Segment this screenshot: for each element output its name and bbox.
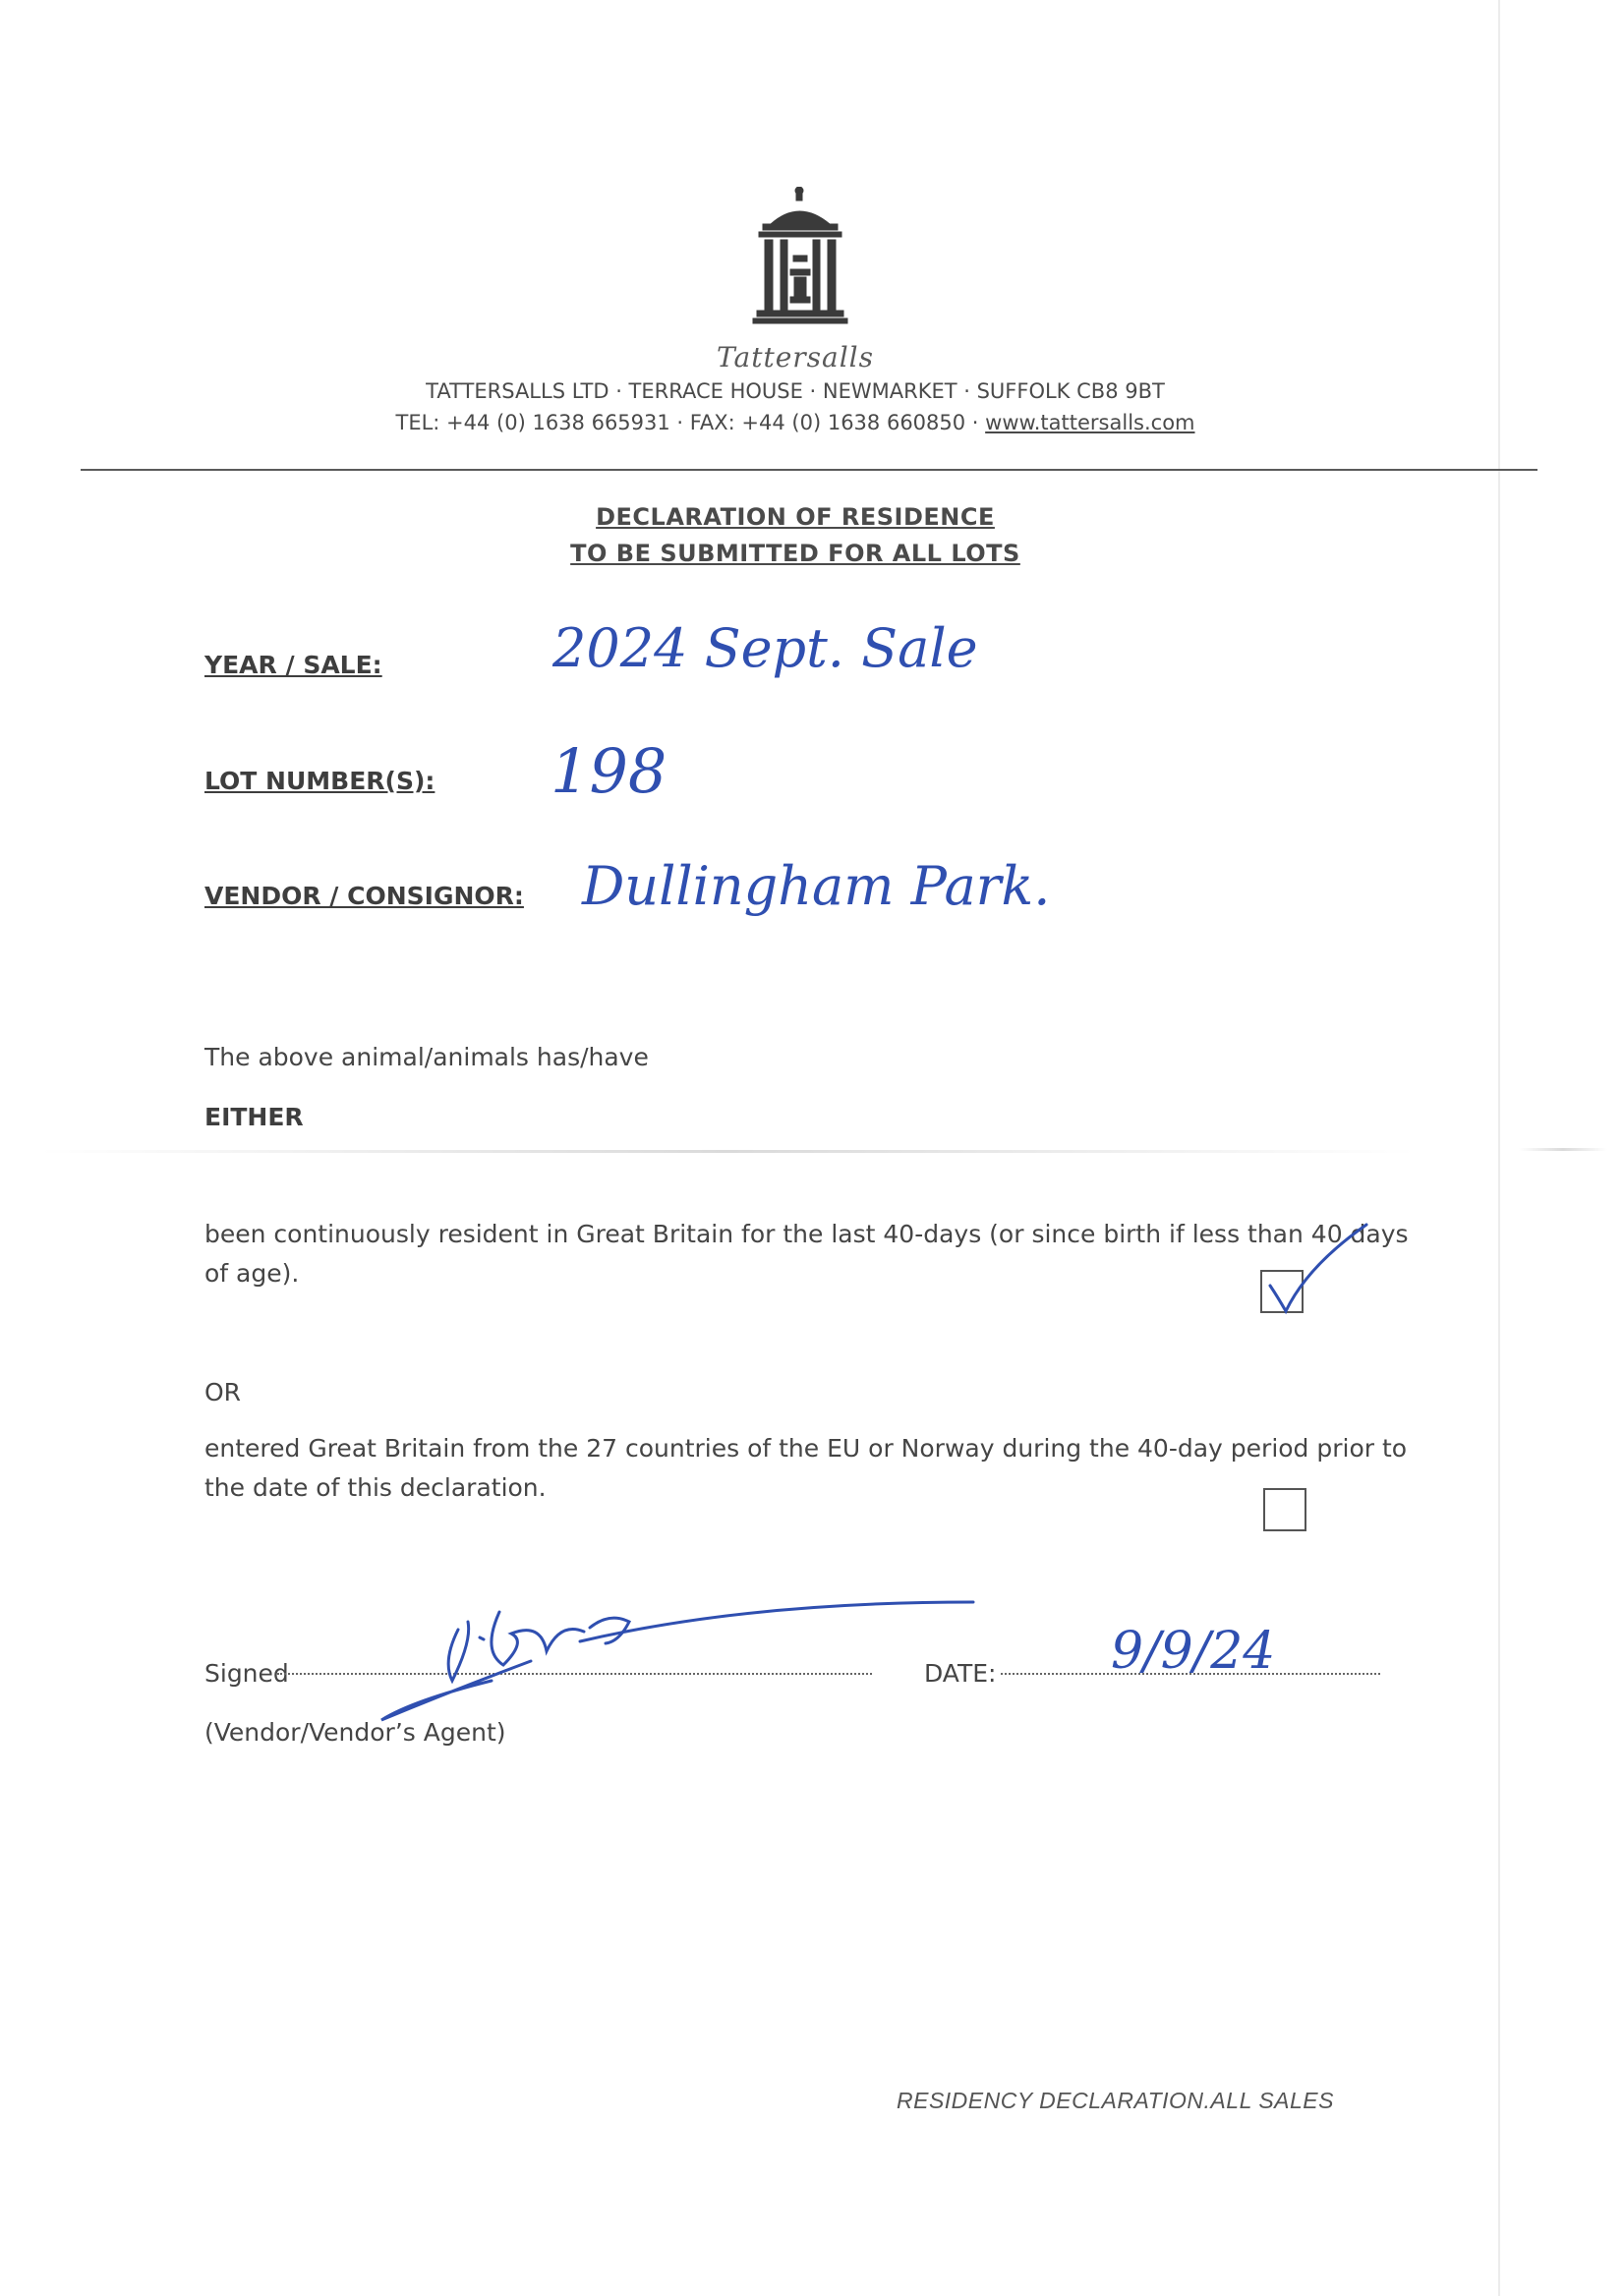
signed-label: Signed (204, 1659, 289, 1688)
form-reference: RESIDENCY DECLARATION.ALL SALES (897, 2088, 1334, 2113)
company-address: TATTERSALLS LTD · TERRACE HOUSE · NEWMARKET · SUFFOLK CB8 9BT (426, 379, 1165, 403)
option2-checkbox[interactable] (1263, 1488, 1306, 1531)
option1-text: been continuously resident in Great Britain for the last 40-days (or since birth if less than 40 days of age). (204, 1220, 1409, 1288)
vendor-label: VENDOR / CONSIGNOR: (204, 882, 524, 910)
tattersalls-logo-icon (731, 187, 869, 334)
lot-number-field[interactable]: 198 (551, 735, 667, 807)
date-label: DATE: (924, 1659, 997, 1688)
lot-number-label: LOT NUMBER(S): (204, 767, 435, 795)
signer-role: (Vendor/Vendor’s Agent) (204, 1718, 506, 1747)
header-divider (81, 469, 1537, 471)
form-title: DECLARATION OF RESIDENCE (596, 503, 995, 531)
form-subtitle: TO BE SUBMITTED FOR ALL LOTS (570, 540, 1020, 567)
vendor-field[interactable]: Dullingham Park. (582, 855, 1051, 917)
year-sale-label: YEAR / SALE: (204, 651, 382, 679)
or-label: OR (204, 1378, 242, 1406)
company-contact (0, 411, 1591, 434)
scan-artifact (1519, 1148, 1607, 1151)
website-link[interactable]: www.tattersalls.com (985, 411, 1195, 434)
date-field[interactable]: 9/9/24 (1111, 1622, 1276, 1681)
scan-artifact (39, 1150, 1416, 1153)
option2-text: entered Great Britain from the 27 countries of the EU or Norway during the 40-day period prior to the date of this declaration. (204, 1434, 1408, 1502)
year-sale-field[interactable]: 2024 Sept. Sale (552, 617, 978, 679)
brand-name: Tattersalls (717, 341, 874, 373)
signature-image[interactable] (374, 1582, 1003, 1730)
either-label: EITHER (204, 1103, 304, 1131)
checkmark-icon (1256, 1217, 1404, 1325)
intro-statement: The above animal/animals has/have (204, 1043, 649, 1071)
contact-numbers: TEL: +44 (0) 1638 665931 · FAX: +44 (0) 1638 660850 · (395, 411, 986, 434)
